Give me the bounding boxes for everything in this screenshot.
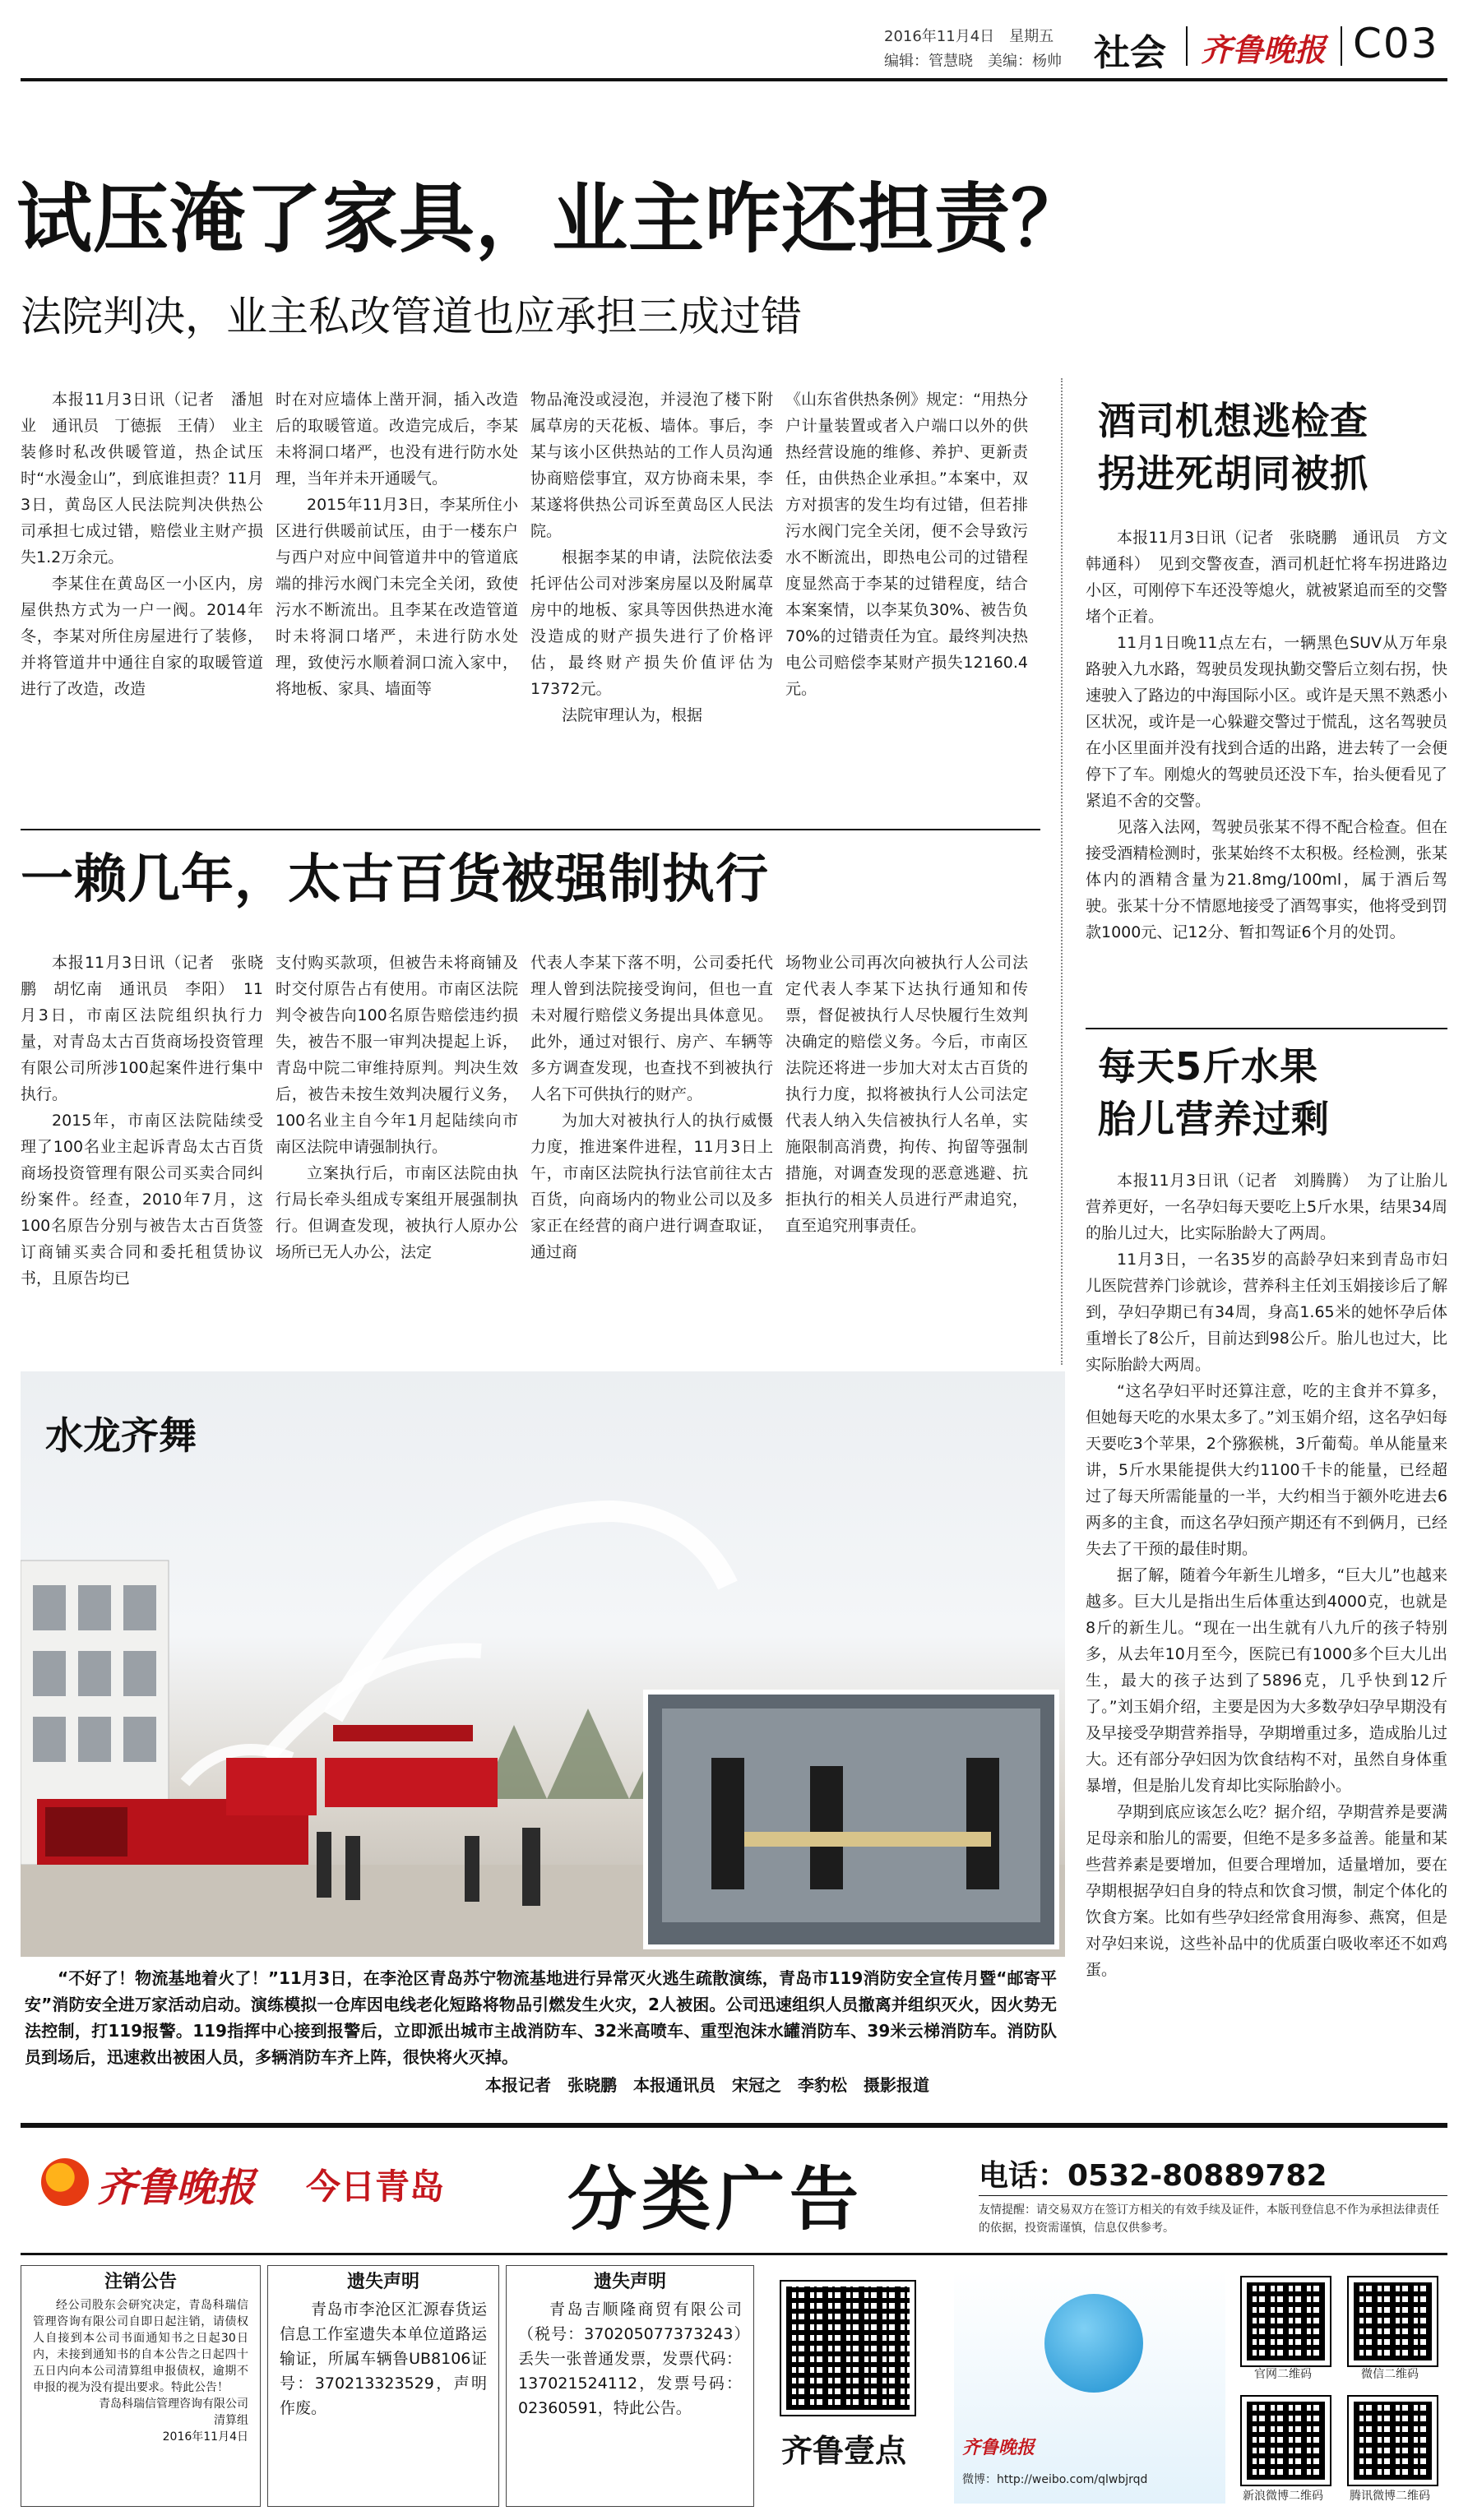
website-qr-code[interactable] [1242,2277,1330,2365]
story1-col4 [785,386,1028,702]
story2-body [1086,525,1464,946]
ad-cancellation-title: 注销公告 [104,2272,177,2292]
weibo-url[interactable]: 微博：http://weibo.com/qlwbjrqd [962,2473,1148,2486]
tencent-weibo-qr-code[interactable] [1349,2397,1437,2485]
ads-top-rule [21,2123,1447,2128]
story4-p4: 据了解，随着今年新生儿增多，“巨大儿”也越来越多。巨大儿是指出生后体重达到4000克，也就是8斤的新生儿。“现在一出生就有八九斤的孩子特别多，从去年10月至今，医院已有1000多个巨大儿出生，最大的孩子达到了5896克，几乎快到12斤了。”刘玉娟介绍，主要是因为大多数孕妇孕早期没有及早接受孕期营养指导，孕期增重过多，造成胎儿过大。还有部分孕妇因为饮食结构不对，虽然自身体重暴增，但是胎儿发育却比实际胎龄小。 [1086,1566,1447,1795]
section-rule [21,829,1040,830]
story3-col2-p1: 支付购买款项，但被告未将商铺及时交付原告占有使用。市南区法院判令被告向100名原告赔偿违约损失，被告不服一审判决提起上诉，青岛中院二审维持原判。判决生效后，被告未按生效判决履行义务，100名业主自今年1月起陆续向市南区法院申请强制执行。 [276,954,518,1156]
ad-loss-notice-2 [506,2265,754,2507]
header-divider [1186,26,1188,66]
section-name: 社会 [1094,32,1166,74]
story4-p5: 孕期到底应该怎么吃？据介绍，孕期营养是要满足母亲和胎儿的需要，但绝不是多多益善。能量和某些营养素是要增加，但要合理增加，适量增加，要在孕期根据孕妇自身的特点和饮食习惯，制定个体化的饮食方案。比如有些孕妇经常食用海参、燕窝，但是对孕妇来说，这些补品中的优质蛋白吸收率还不如鸡蛋。 [1086,1803,1447,1979]
story4-body [1086,1168,1447,1983]
story3-col3-p2: 为加大对被执行人的执行威慑力度，推进案件进程，11月3日上午，市南区法院执行法官前往太古百货，向商场内的物业公司以及多家正在经营的商户进行调查取证，通过商 [530,1112,773,1261]
story2-p3: 见落入法网，驾驶员张某不得不配合检查。但在接受酒精检测时，张某始终不太积极。经检测，张某体内的酒精含量为21.8mg/100ml，属于酒后驾驶。张某十分不情愿地接受了酒驾事实，他将受到罚款1000元、记12分、暂扣驾证6个月的处罚。 [1086,818,1447,941]
photo-credit: 本报记者 张晓鹏 本报通讯员 宋冠之 李豹松 摄影报道 [485,2075,929,2095]
qilu-qr-code[interactable] [781,2282,915,2415]
wechat-qr-label: 微信二维码 [1361,2368,1419,2381]
sina-weibo-qr-code[interactable] [1242,2397,1330,2485]
weibo-paper-name: 齐鲁晚报 [962,2437,1035,2458]
website-qr-label: 官网二维码 [1254,2368,1312,2381]
story1-col3 [530,386,773,728]
story2-headline: 酒司机想逃检查 拐进死胡同被抓 [1098,399,1368,496]
header-divider [1341,26,1342,66]
ads-city: 今日青岛 [306,2166,445,2207]
ads-logo-icon [41,2158,89,2206]
story3-col1 [21,950,263,1292]
story1-col4-p1: 《山东省供热条例》规定：“用热分户计量装置或者入户端口以外的供热经营设施的维修、养护、更新责任，由供热企业承担。”本案中，双方对损害的发生均有过错，但若排污水阀门完全关闭，便不会导致污水不断流出，即热电公司的过错程度显然高于李某的过错程度，结合本案案情，以李某负30%、被告负70%的过错责任为宜。最终判决热电公司赔偿李某财产损失12160.4元。 [785,391,1028,698]
ad-loss-body-1: 青岛市李沧区汇源春货运信息工作室遗失本单位道路运输证，所属车辆鲁UB8106证号：370213323529，声明作废。 [280,2300,487,2417]
photo-caption: “不好了！物流基地着火了！”11月3日，在李沧区青岛苏宁物流基地进行异常灭火逃生疏散演练，青岛市119消防安全宣传月暨“邮寄平安”消防安全进万家活动启动。演练模拟一仓库因电线老化短路将物品引燃发生火灾，2人被困。公司迅速组织人员撤离并组织灭火，因火势无法控制，打119报警。119指挥中心接到报警后，立即派出城市主战消防车、32米高喷车、重型泡沫水罐消防车、39米云梯消防车。消防队员到场后，迅速救出被困人员，多辆消防车齐上阵，很快将火灭掉。 [25,1968,1057,2067]
ads-mid-rule [21,2253,1447,2255]
column-separator [1061,378,1063,1365]
story1-col3-p1: 物品淹没或浸泡，并浸泡了楼下附属草房的天花板、墙体。事后，李某与该小区供热站的工作人员沟通协商赔偿事宜，双方协商未果，李某遂将供热公司诉至黄岛区人民法院。 [530,391,773,540]
story1-col1-p1: 本报11月3日讯（记者 潘旭业 通讯员 丁德振 王倩） 业主装修时私改供暖管道，热企试压时“水漫金山”，到底谁担责？11月3日，黄岛区人民法院判决供热公司承担七成过错，赔偿业主财产损失1.2万余元。 [21,391,263,566]
ads-paper-name: 齐鲁晚报 [97,2165,256,2211]
section-rule [1086,1028,1447,1029]
story1-col1 [21,386,263,702]
story1-col2 [276,386,518,702]
ad-cancellation-sign: 青岛科瑞信管理咨询有限公司 清算组 2016年11月4日 [99,2397,248,2444]
story3-col1-p2: 2015年，市南区法院陆续受理了100名业主起诉青岛太古百货商场投资管理有限公司买卖合同纠纷案件。经查，2010年7月，这100名原告分别与被告太古百货签订商铺买卖合同和委托租赁协议书，且原告均已 [21,1112,263,1288]
story2-p2: 11月1日晚11点左右，一辆黑色SUV从万年泉路驶入九水路，驾驶员发现执勤交警后立刻右拐，快速驶入了路边的中海国际小区。或许是天黑不熟悉小区状况，或许是一心躲避交警过于慌乱，这名驾驶员在小区里面并没有找到合适的出路，进去转了一会便停下了车。刚熄火的驾驶员还没下车，抬头便看见了紧追不舍的交警。 [1086,634,1447,810]
story3-col3 [530,950,773,1265]
story3-col1-p1: 本报11月3日讯（记者 张晓鹏 胡忆南 通讯员 李阳） 11月3日，市南区法院组织执行力量，对青岛太古百货商场投资管理有限公司所涉100起案件进行集中执行。 [21,954,263,1103]
story1-col3-p2: 根据李某的申请，法院依法委托评估公司对涉案房屋以及附属草房中的地板、家具等因供热进水淹没造成的财产损失进行了价格评估，最终财产损失价值评估为17372元。 [530,548,773,698]
masthead-rule [21,78,1447,81]
weibo-banner [954,2269,1225,2504]
page-number: C03 [1353,20,1439,67]
ads-notice: 友情提醒：请交易双方在签订方相关的有效手续及证件，本版刊登信息不作为承担法律责任的依据，投资需谨慎，信息仅供参考。 [979,2203,1439,2235]
paper-logo: 齐鲁晚报 [1201,31,1327,68]
story1-col3-p3: 法院审理认为，根据 [562,706,703,724]
story3-col2 [276,950,518,1265]
ad-cancellation-body: 经公司股东会研究决定，青岛科瑞信管理咨询有限公司自即日起注销，请债权人自接到本公司书面通知书之日起30日内，未接到通知书的自本公告之日起四十五日内向本公司清算组申报债权，逾期不申报的视为没有提出要求。特此公告！ [33,2299,248,2394]
story1-col2-p2: 2015年11月3日，李某所住小区进行供暖前试压，由于一楼东户与西户对应中间管道井中的管道底端的排污水阀门未完全关闭，致使污水不断流出。且李某在改造管道时未将洞口堵严，未进行防水处理，致使污水顺着洞口流入家中，将地板、家具、墙面等 [276,496,518,698]
header-date: 2016年11月4日 星期五 [884,28,1054,45]
story3-col3-p1: 代表人李某下落不明，公司委托代理人曾到法院接受询问，但也一直未对履行赔偿义务提出具体意见。此外，通过对银行、房产、车辆等多方调查发现，也查找不到被执行人名下可供执行的财产。 [530,954,773,1103]
ad-loss-notice-1 [267,2265,499,2507]
story1-col1-p2: 李某住在黄岛区一小区内，房屋供热方式为一户一阀。2014年冬，李某对所住房屋进行了装修，并将管道井中通往自家的取暖管道进行了改造，改造 [21,575,263,698]
story1-col2-p1: 时在对应墙体上凿开洞，插入改造后的取暖管道。改造完成后，李某未将洞口堵严，也没有进行防水处理，当年并未开通暖气。 [276,391,518,488]
story1-headline: 试压淹了家具，业主咋还担责？ [16,175,1088,263]
ad-loss-title-2: 遗失声明 [593,2272,666,2292]
story1-subhead: 法院判决，业主私改管道也应承担三成过错 [21,293,802,340]
story3-headline: 一赖几年，太古百货被强制执行 [21,849,769,910]
story3-col4-p1: 场物业公司再次向被执行人公司法定代表人李某下达执行通知和传票，督促被执行人尽快履行生效判决确定的赔偿义务。今后，市南区法院还将进一步加大对太古百货的执行力度，拟将被执行人公司法定代表人纳入失信被执行人名单，实施限制高消费，拘传、拘留等强制措施，对调查发现的恶意逃避、抗拒执行的相关人员进行严肃追究，直至追究刑事责任。 [785,954,1028,1235]
ad-cancellation-notice [21,2265,261,2507]
story4-p1: 本报11月3日讯（记者 刘腾腾） 为了让胎儿营养更好，一名孕妇每天要吃上5斤水果，结果34周的胎儿过大，比实际胎龄大了两周。 [1086,1172,1447,1242]
tencent-weibo-qr-label: 腾讯微博二维码 [1350,2490,1430,2503]
story4-p3: “这名孕妇平时还算注意，吃的主食并不算多，但她每天吃的水果太多了。”刘玉娟介绍，这名孕妇每天要吃3个苹果，2个猕猴桃，3斤葡萄。单从能量来讲，5斤水果能提供大约1100千卡的能量，已经超过了每天所需能量的一半，大约相当于额外吃进去6两多的主食，而这名孕妇预产期还有不到俩月，已经失去了干预的最佳时期。 [1086,1382,1447,1558]
ads-notice-rule [979,2195,1447,2196]
story3-col2-p2: 立案执行后，市南区法院由执行局长牵头组成专案组开展强制执行。但调查发现，被执行人原办公场所已无人办公，法定 [276,1164,518,1261]
header-editors: 编辑：管慧晓 美编：杨帅 [884,53,1062,70]
story2-p1: 本报11月3日讯（记者 张晓鹏 通讯员 方文 韩通科） 见到交警夜查，酒司机赶忙将车拐进路边小区，可刚停下车还没等熄火，就被紧追而至的交警堵个正着。 [1086,529,1464,626]
sina-weibo-qr-label: 新浪微博二维码 [1243,2490,1323,2503]
story3-col4 [785,950,1028,1239]
ad-loss-body-2: 青岛吉顺隆商贸有限公司（税号：370205077373243）丢失一张普通发票，发票代码：137021524112，发票号码：02360591，特此公告。 [518,2300,742,2417]
news-photo [21,1371,1065,1957]
ad-loss-title-1: 遗失声明 [346,2272,419,2292]
qilu-app-name: 齐鲁壹点 [781,2433,907,2469]
globe-icon [1044,2294,1143,2393]
story4-p2: 11月3日，一名35岁的高龄孕妇来到青岛市妇儿医院营养门诊就诊，营养科主任刘玉娟接诊后了解到，孕妇孕期已有34周，身高1.65米的她怀孕后体重增长了8公斤，目前达到98公斤。胎儿也过大，比实际胎龄大两周。 [1086,1251,1447,1374]
wechat-qr-code[interactable] [1349,2277,1437,2365]
story4-headline: 每天5斤水果 胎儿营养过剩 [1098,1044,1330,1141]
ads-title: 分类广告 [567,2158,864,2240]
photo-title: 水龙齐舞 [45,1413,197,1458]
ads-phone: 电话：0532-80889782 [979,2159,1327,2193]
